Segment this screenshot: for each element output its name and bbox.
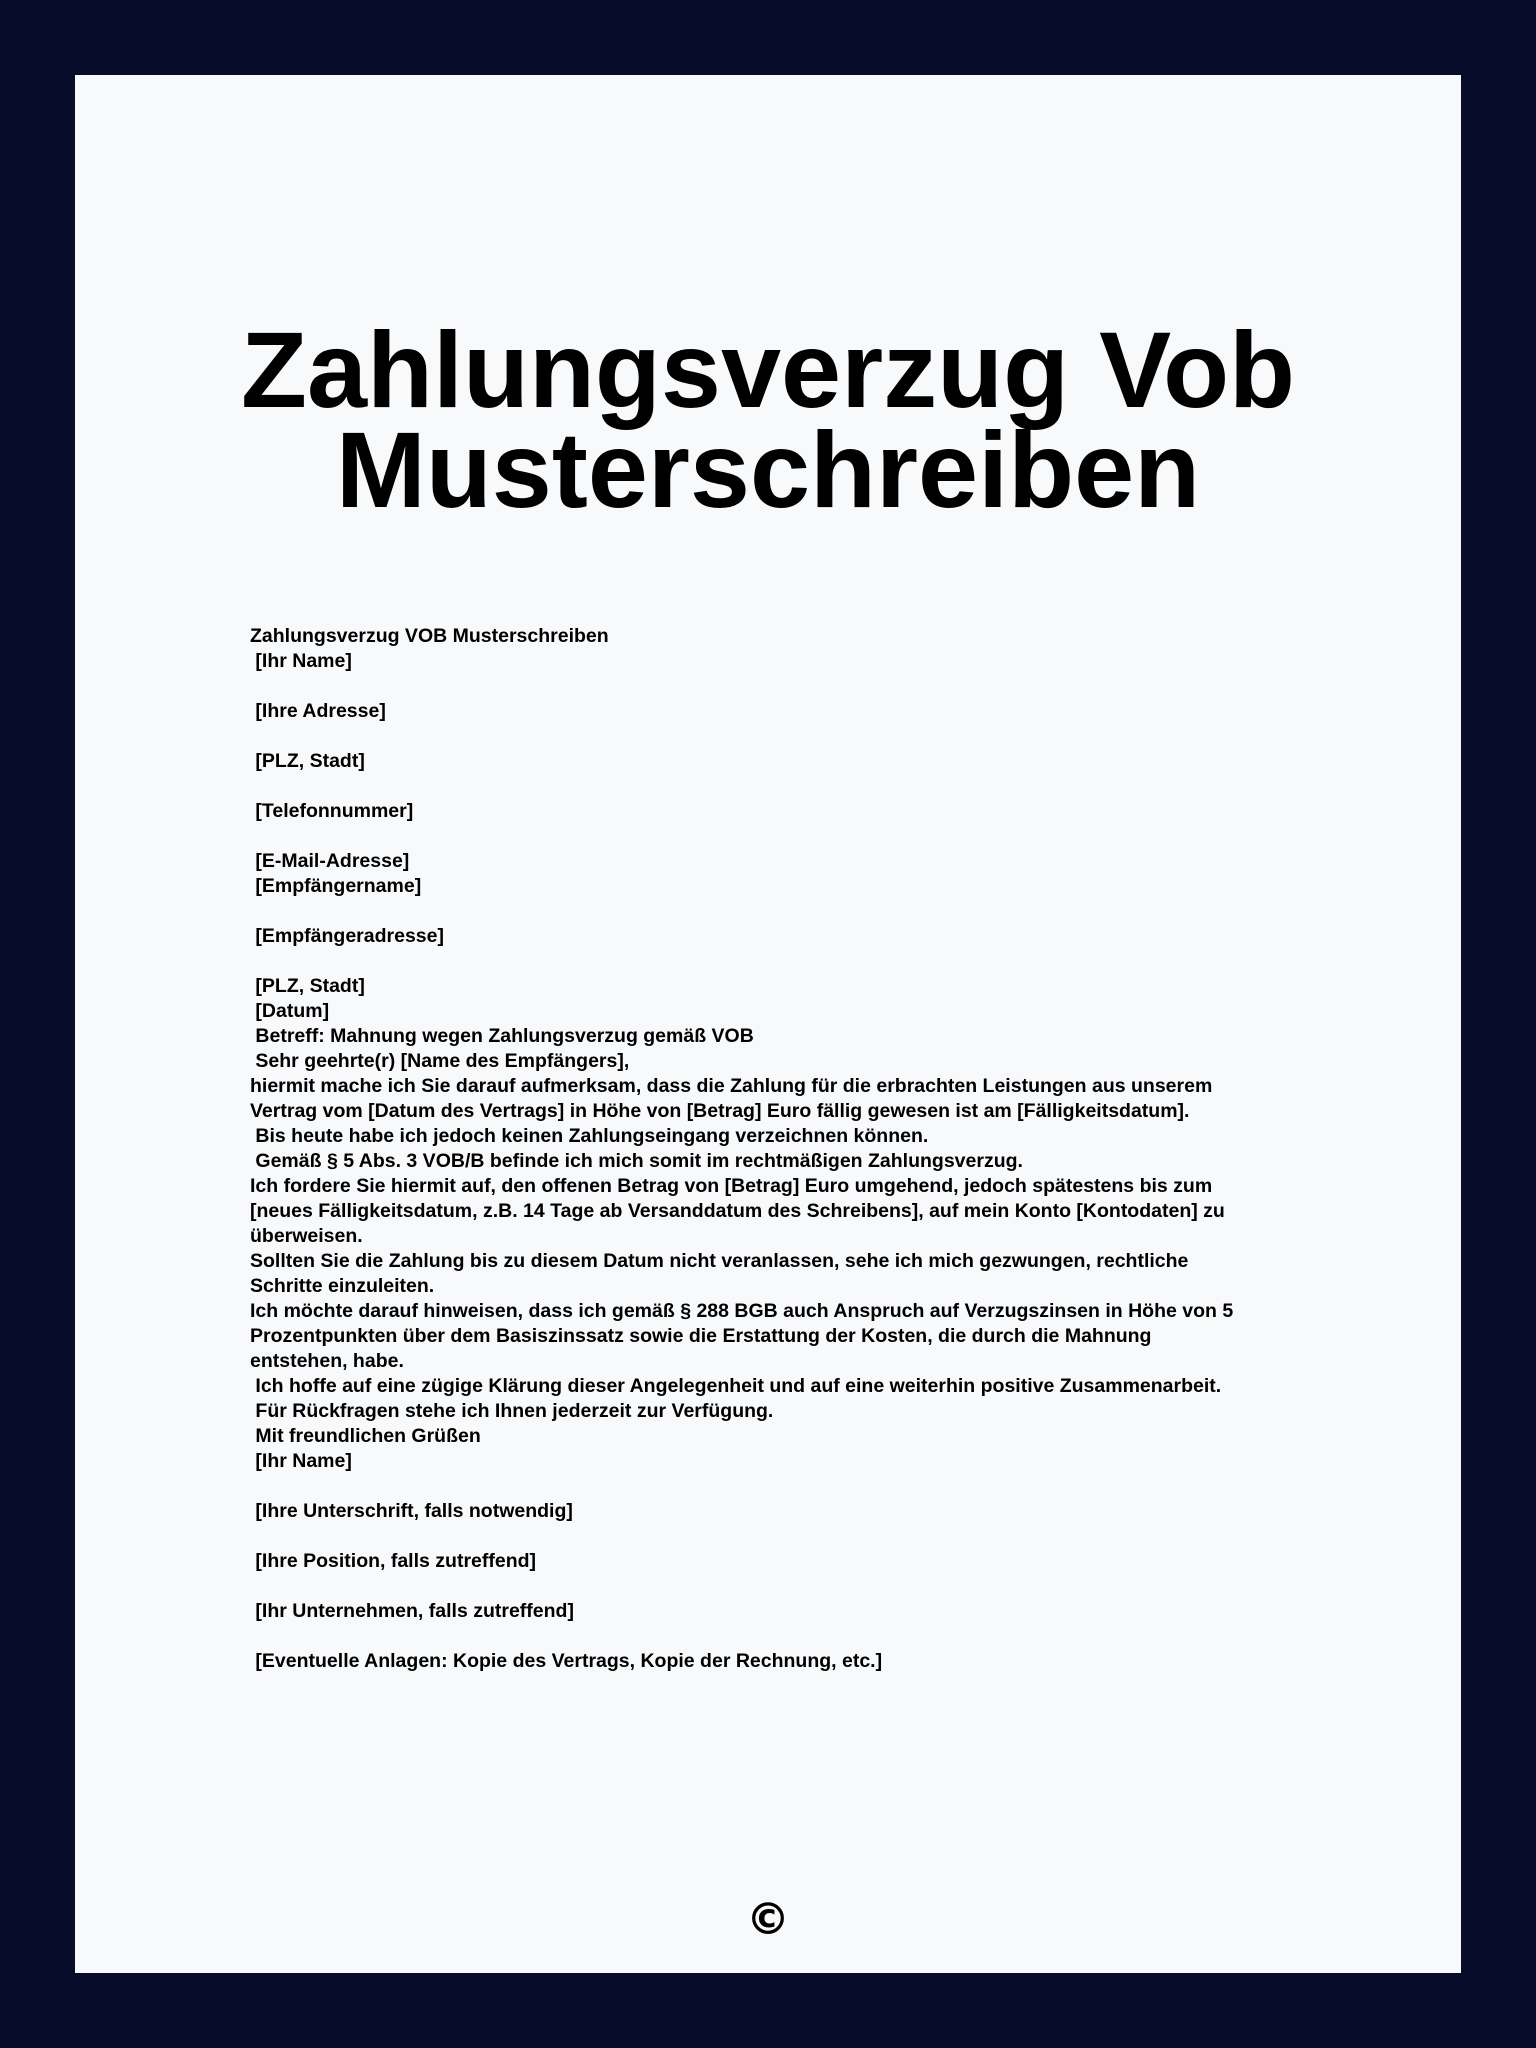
document-page	[75, 75, 1461, 1973]
document-title: Zahlungsverzug Vob Musterschreiben	[240, 309, 1296, 530]
copyright-symbol: ©	[746, 1894, 790, 1945]
letter-body: Zahlungsverzug VOB Musterschreiben [Ihr Name] [Ihre Adresse] [PLZ, Stadt] [Telefonnummer] [E-Mail-Adresse] [Empfängername] [Empfängeradresse] [PLZ, Stadt] [Datum] Betreff: Mahnung wegen Zahlungsverzug gemäß VOB Sehr geehrte(r) [Name des Empfängers], hiermit mache ich Sie darauf aufmerksam, dass die Zahlung für die erbrachten Leistungen aus unserem Vertrag vom [Datum des Vertrags] in Höhe von [Betrag] Euro fällig gewesen ist am [Fälligkeitsdatum]. Bis heute habe ich jedoch keinen Zahlungseingang verzeichnen können. Gemäß § 5 Abs. 3 VOB/B befinde ich mich somit im rechtmäßigen Zahlungsverzug. Ich fordere Sie hiermit auf, den offenen Betrag von [Betrag] Euro umgehend, jedoch spätestens bis zum [neues Fälligkeitsdatum, z.B. 14 Tage ab Versanddatum des Schreibens], auf mein Konto [Kontodaten] zu überweisen. Sollten Sie die Zahlung bis zu diesem Datum nicht veranlassen, sehe ich mich gezwungen, rechtliche Schritte einzuleiten. Ich möchte darauf hinweisen, dass ich gemäß § 288 BGB auch Anspruch auf Verzugszinsen in Höhe von 5 Prozentpunkten über dem Basiszinssatz sowie die Erstattung der Kosten, die durch die Mahnung entstehen, habe. Ich hoffe auf eine zügige Klärung dieser Angelegenheit und auf eine weiterhin positive Zusammenarbeit. Für Rückfragen stehe ich Ihnen jederzeit zur Verfügung. Mit freundlichen Grüßen [Ihr Name] [Ihre Unterschrift, falls notwendig] [Ihre Position, falls zutreffend] [Ihr Unternehmen, falls zutreffend] [Eventuelle Anlagen: Kopie des Vertrags, Kopie der Rechnung, etc.]	[250, 625, 1234, 1672]
